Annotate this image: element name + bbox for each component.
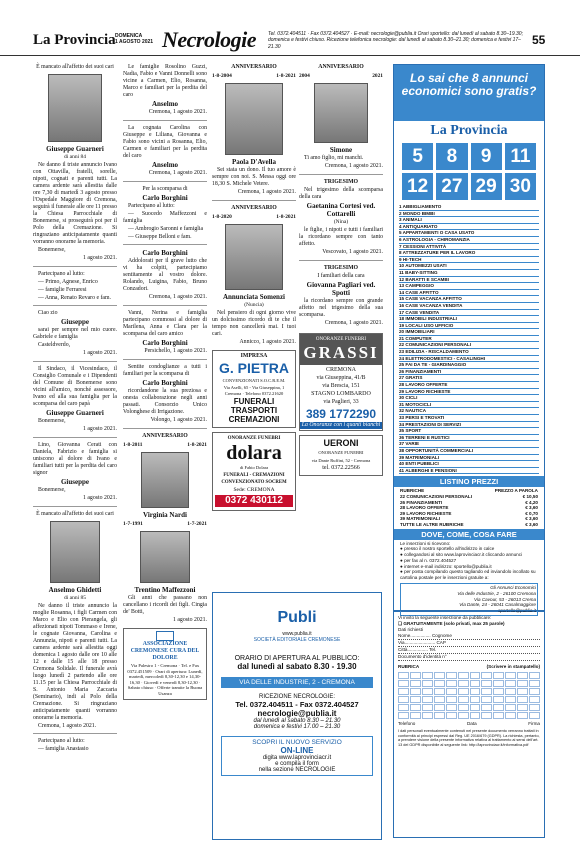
- where-item: ● presso il nostro sportello all'indirizzo in calce: [400, 546, 495, 552]
- ad-text-cell[interactable]: [446, 696, 457, 703]
- ad-text-grid[interactable]: [398, 672, 540, 719]
- ad-text-cell[interactable]: [529, 688, 540, 695]
- pietra-funeral-ad: IMPRESA G. PIETRA CONVENZIONATI S.O.C.R.E.M. Via Aselli, 65 - Via Giuseppina, 1 Cremona · Telefono 0372.21620 FUNERALI TRASPORTI CREMAZIONI: [212, 350, 296, 428]
- portrait-photo: [314, 83, 368, 143]
- rubrica-item: 40 ENTI PUBBLICI: [399, 461, 539, 468]
- portrait-photo: [48, 74, 102, 142]
- ad-text-cell[interactable]: [434, 688, 445, 695]
- ad-text-cell[interactable]: [458, 680, 469, 687]
- rubrica-item: 37 VARIE: [399, 441, 539, 448]
- ad-text-cell[interactable]: [505, 712, 516, 719]
- rubrica-item: 12 BARATTI E SCAMBI: [399, 277, 539, 284]
- ad-text-cell[interactable]: [398, 672, 409, 679]
- rubrica-item: 29 LAVORO RICHIESTE: [399, 389, 539, 396]
- ad-text-cell[interactable]: [493, 680, 504, 687]
- publia-logo: Publi: [277, 609, 317, 626]
- portrait-photo: [225, 224, 283, 290]
- rubrica-item: 13 CAMPEGGIO: [399, 283, 539, 290]
- column-2: Le famiglie Rosolino Guzzi, Nadia, Fabio e Vanni Donnelli sono vicine a Carmen, Elio, Rosanna, Marco e familiari per la perdita del caro Anselmo Cremona, 1 agosto 2021. La cognata Carolina con Giuseppe e Liliana, Giovanna e Fabio sono vicini a Rosanna, Elio, Carmen e familiari per la perdita del caro Anselmo Cremona, 1 agosto 2021. Per la scomparsa di Carlo Borghini Partecipano al lutto: — Suocedo Maffezzoni e famiglia — Ambrogio Saronni e famiglia — Giuseppe Belloni e fam. Carlo Borghini Addolorati per il grave lutto che vi ha colpiti, partecipiamo sentitamente al vostro dolore. Rolando, Luigina, Fabio, Bruno Conzadori. Cremona, 1 agosto 2021. Vanni, Nerina e famiglia partecipano commossi al dolore di Marilena, Anna e Clara per la scomparsa del caro amico Carlo Borghini Persichello, 1 agosto 2021. Sentite condoglianze a tutti i familiari per la scomparsa di Carlo Borghini ricordandone la sua preziosa e onesta collaborazione negli anni passati. Consorzio Unico Volonghese di Irrigazione. Volongo, 1 agosto 2021. ANNIVERSARIO 1-8-2011 1-8-2021 Virginia Nardi 1-7-1991 1-7-2021 Trentino Maffezzoni Gli anni che passano non cancellano i ricordi dei figli. Cingia de' Botti, 1 agosto 2021. ASSOCIAZIONE CREMONESE CURA DEL DOLORE Via Palestro 1 - Cremona · Tel. e Fax 0372.451509 · Orari di apertura: Lunedì, martedì, mercoledì 8,30-12,30 e 14,30-16,30 · Giovedì e venerdì 8,30-12,30 · Sabato chiuso · Offerte tramite la Buona Usanza: [123, 64, 207, 700]
- section-title: Necrologie: [162, 27, 256, 52]
- ad-text-cell[interactable]: [493, 704, 504, 711]
- rubrica-item: 11 BABY-SITTING: [399, 270, 539, 277]
- ad-text-cell[interactable]: [458, 672, 469, 679]
- rubrica-item: 21 COMPUTER: [399, 336, 539, 343]
- rubrica-item: 34 PRESTAZIONI DI SERVIZI: [399, 422, 539, 429]
- ad-text-cell[interactable]: [422, 704, 433, 711]
- rubrica-item: 9 HI-TECH: [399, 257, 539, 264]
- ad-text-cell[interactable]: [422, 672, 433, 679]
- ad-text-cell[interactable]: [517, 680, 528, 687]
- where-info: Le inserzioni si ricevono: ● presso il nostro sportello all'indirizzo in calce ● collegandosi al sito www.laprovinciacr.it cliccando annunci ● per fax al n. 0372.404527 ● internet e-mail indirizzo: sportello@publia.it ● per posta compilando questo tagliando ed inviandolo incollato su cartolina postale per le inserzioni gratuite a: Gli Annunci Economici Via delle Industrie, 2 - 26100 Cremona Via Cavour, 53 - 26013 Crema Via Dante, 24 - 26041 Casalmaggiore sportello@publia.it: [394, 540, 544, 618]
- issue-date: DOMENICA 1 AGOSTO 2021: [115, 33, 154, 45]
- rubrica-item: 18 IMMOBILI INDUSTRIALI: [399, 316, 539, 323]
- ad-text-cell[interactable]: [470, 688, 481, 695]
- rubrica-item: 27 GRATIS: [399, 375, 539, 382]
- rubrica-item: 14 CASE AFFITTO: [399, 290, 539, 297]
- divider: [33, 361, 117, 362]
- divider: [299, 260, 383, 261]
- divider: [33, 437, 117, 438]
- where-item: ● per posta compilando questo tagliando ed inviandolo incollato su cartolina postale per le inserzioni gratuite a:: [400, 569, 536, 581]
- page-header: [0, 0, 580, 56]
- divider: [123, 181, 207, 182]
- rubrica-item: 7 CESSIONI ATTIVITÀ: [399, 244, 539, 251]
- portrait-photo: [140, 531, 190, 583]
- ad-text-cell[interactable]: [505, 696, 516, 703]
- ad-text-cell[interactable]: [410, 712, 421, 719]
- ad-text-cell[interactable]: [505, 680, 516, 687]
- portrait-photo: [225, 83, 283, 155]
- rubrica-item: 20 IMMOBILIARI: [399, 329, 539, 336]
- ad-text-cell[interactable]: [529, 672, 540, 679]
- ad-text-cell[interactable]: [505, 672, 516, 679]
- divider: [33, 305, 117, 306]
- ad-text-cell[interactable]: [410, 696, 421, 703]
- ad-text-cell[interactable]: [458, 712, 469, 719]
- ad-text-cell[interactable]: [398, 704, 409, 711]
- ad-text-cell[interactable]: [493, 696, 504, 703]
- price-list-title: LISTINO PREZZI: [394, 476, 544, 487]
- ad-text-cell[interactable]: [481, 712, 492, 719]
- rubrica-item: 5 APPARTAMENTI O CASA USATO: [399, 230, 539, 237]
- ad-text-cell[interactable]: [529, 680, 540, 687]
- ad-text-cell[interactable]: [505, 704, 516, 711]
- city-field[interactable]: Città................ Tel.: [398, 647, 540, 654]
- grassi-funeral-ad: ONORANZE FUNEBRI GRASSI CREMONA via Giuseppina, 41/B via Brescia, 151 STAGNO LOMBARDO via Paglieri, 33 389 1772290 La Onoranze con i quanti bianchi: [299, 333, 383, 431]
- ad-text-cell[interactable]: [458, 704, 469, 711]
- free-category-number: 5: [402, 143, 433, 170]
- ad-text-cell[interactable]: [481, 680, 492, 687]
- ad-text-cell[interactable]: [481, 696, 492, 703]
- divider: [33, 733, 117, 734]
- rubrica-item: 36 TERRENI E RUSTICI: [399, 435, 539, 442]
- divider: [33, 506, 117, 507]
- rubrica-item: 35 SPORT: [399, 428, 539, 435]
- ad-text-cell[interactable]: [470, 672, 481, 679]
- rubrica-item: 17 CASE VENDITA: [399, 310, 539, 317]
- ad-text-cell[interactable]: [470, 704, 481, 711]
- document-field[interactable]: Documento d'identità n°: [398, 654, 540, 661]
- rubrica-item: 4 ANTIQUARIATO: [399, 224, 539, 231]
- dolara-funeral-ad: ONORANZE FUNEBRI dolara di Fabio Dolara FUNERALI - CREMAZIONI CONVENZIONATO SOCREM Sede: CREMONA 0372 430112: [212, 432, 296, 511]
- ad-text-cell[interactable]: [434, 712, 445, 719]
- rubrica-item: 23 EDILIZIA - RISCALDAMENTO: [399, 349, 539, 356]
- ad-text-cell[interactable]: [434, 680, 445, 687]
- rubrica-item: 28 LAVORO OFFERTE: [399, 382, 539, 389]
- ad-text-cell[interactable]: [517, 688, 528, 695]
- rubrica-item: 41 ALBERGHI E PENSIONI: [399, 468, 539, 475]
- ad-text-cell[interactable]: [493, 688, 504, 695]
- ad-text-cell[interactable]: [481, 672, 492, 679]
- ad-text-cell[interactable]: [422, 696, 433, 703]
- ad-text-cell[interactable]: [398, 688, 409, 695]
- where-item: ● per fax al n. 0372.404527: [400, 557, 457, 563]
- classifieds-panel: [393, 64, 545, 612]
- ad-text-cell[interactable]: [517, 672, 528, 679]
- price-row: 28 LAVORO OFFERTE € 3,60: [400, 505, 538, 511]
- where-title: DOVE, COME, COSA FARE: [394, 529, 544, 540]
- ad-text-cell[interactable]: [422, 712, 433, 719]
- ad-text-cell[interactable]: [446, 704, 457, 711]
- free-category-number: 11: [505, 143, 536, 170]
- where-item: ● internet e-mail indirizzo: sportello@publia.it: [400, 563, 492, 569]
- ad-text-cell[interactable]: [398, 680, 409, 687]
- rubrica-item: 31 MOTOCICLI: [399, 402, 539, 409]
- divider: [212, 200, 296, 201]
- ad-text-cell[interactable]: [434, 704, 445, 711]
- rubrica-item: 38 OPPORTUNITÀ COMMERCIALI: [399, 448, 539, 455]
- ad-text-cell[interactable]: [470, 696, 481, 703]
- classified-order-form: Vi invito la seguente inserzione da pubblicare: ❑ GRATUITAMENTE (solo privati, max 25 parole) Dati richiesti Nome................ Cognome Via........................ CAP Città................ Tel. Documento d'identità n° RUBRICA (Scrivere in stampatello) Telefono Data Firma I dati personali eventualmente contenuti nel presente documento verranno trattati in conformità ai principi espressi dal Reg. UE 2016/679 (GDPR). La richiesta, pertanto, a prendere visione della presente informativa relativa al trattamento ai sensi dell'art. 13 del GDPR disponibile al seguente link: http://laprovinciacr.it/informativa.pdf: [393, 610, 545, 838]
- ad-text-cell[interactable]: [493, 672, 504, 679]
- rubrica-item: 10 AUTOMEZZI USATI: [399, 263, 539, 270]
- publia-ad: Publi www.publia.it SOCIETÀ EDITORIALE CREMONESE ORARIO DI APERTURA AL PUBBLICO: dal lunedì al sabato 8.30 - 19.30 VIA DELLE INDUSTRIE, 2 - CREMONA RICEZIONE NECROLOGIE: Tel. 0372.404511 - Fax 0372.404527 necrologie@publia.it dal lunedì al sabato 8.30 – 21.30 domenica e festivi 17.00 – 21.30 SCOPRI IL NUOVO SERVIZIO ON-LINE digita www.laprovinciacr.it e compila il form nella sezione NECROLOGIE: [212, 592, 382, 840]
- where-item: ● collegandosi al sito www.laprovinciacr.it cliccando annunci: [400, 552, 523, 558]
- free-category-number: 9: [471, 143, 502, 170]
- price-row: 39 MATRIMONIALI € 3,60: [400, 516, 538, 522]
- divider: [123, 244, 207, 245]
- rubrica-item: 2 MONDO BIMBI: [399, 211, 539, 218]
- divider: [33, 266, 117, 267]
- ad-text-cell[interactable]: [517, 704, 528, 711]
- ad-text-cell[interactable]: [422, 688, 433, 695]
- header-contact-info: Tel. 0372.404511 · Fax 0372.404527 · E-mail: necrologie@publia.it Orari sportello: dal lunedì al sabato 8.30–19.30; domenica e festivi chiuso. Ricezione telefonica necrologie: dal lunedì al sabato 8.30–21.30; domenica e festivi 17–21.30: [268, 31, 523, 50]
- classifieds-headline: Lo sai che 8 annunci economici sono gratis?: [394, 65, 544, 121]
- rubrica-item: 6 ASTROLOGIA - CHIROMANZIA: [399, 237, 539, 244]
- deceased-name: Giuseppe Guarneri: [46, 145, 104, 153]
- rubrica-item: 26 FINANZIAMENTI: [399, 369, 539, 376]
- divider: [123, 305, 207, 306]
- ad-text-cell[interactable]: [446, 688, 457, 695]
- column-4: ANNIVERSARIO 2004 2021 Simone Ti amo figlio, mi manchi. Cremona, 1 agosto 2021. TRIGESIMO Nel trigesimo della scomparsa della cara Gaetanina Cortesi ved. Cottarelli (Nina) le figlie, i nipoti e tutti i familiari la ricordano sempre con tanto affetto. Vescovato, 1 agosto 2021. TRIGESIMO I familiari della cara Giovanna Pagliari ved. Spotti la ricordano sempre con grande affetto nel trigesimo della sua scomparsa. Cremona, 1 agosto 2021. ONORANZE FUNEBRI GRASSI CREMONA via Giuseppina, 41/B via Brescia, 151 STAGNO LOMBARDO via Paglieri, 33 389 1772290 La Onoranze con i quanti bianchi UERONI ONORANZE FUNEBRI via Dante Ruffini, 52 - Cremona tel. 0372.22566: [299, 64, 383, 476]
- price-row: 26 FINANZIAMENTI € 4,20: [400, 499, 538, 505]
- publia-website-link[interactable]: digita www.laprovinciacr.it: [262, 755, 332, 761]
- rubriche-list: [394, 204, 544, 474]
- ad-text-cell[interactable]: [529, 696, 540, 703]
- association-ad: ASSOCIAZIONE CREMONESE CURA DEL DOLORE Via Palestro 1 - Cremona · Tel. e Fax 0372.451509 · Orari di apertura: Lunedì, martedì, mercoledì 8,30-12,30 e 14,30-16,30 · Giovedì e venerdì 8,30-12,30 · Sabato chiuso · Offerte tramite la Buona Usanza: [123, 628, 207, 700]
- page-number: 55: [532, 33, 546, 47]
- free-option-checkbox[interactable]: ❑ GRATUITAMENTE (solo privati, max 25 parole): [398, 621, 505, 626]
- rubrica-item: 32 NAUTICA: [399, 408, 539, 415]
- newspaper-logo: La Provincia: [33, 32, 116, 48]
- divider: [299, 174, 383, 175]
- ad-text-cell[interactable]: [517, 712, 528, 719]
- name-field[interactable]: Nome................ Cognome: [398, 633, 540, 640]
- ad-text-cell[interactable]: [470, 712, 481, 719]
- rubrica-item: 1 ABBIGLIAMENTO: [399, 204, 539, 211]
- acd-logo-icon: [156, 631, 174, 641]
- ad-text-cell[interactable]: [398, 712, 409, 719]
- price-row: TUTTE LE ALTRE RUBRICHE € 3,60: [400, 521, 538, 527]
- ad-text-cell[interactable]: [422, 680, 433, 687]
- divider: [123, 428, 207, 429]
- rubrica-item: 8 ATTREZZATURE PER IL LAVORO: [399, 250, 539, 257]
- ad-text-cell[interactable]: [529, 704, 540, 711]
- rubrica-item: 30 CICLI: [399, 395, 539, 402]
- rubrica-item: 25 FAI DA TE - GIARDINAGGIO: [399, 362, 539, 369]
- rubrica-item: 16 CASE VACANZA VENDITA: [399, 303, 539, 310]
- divider: [123, 359, 207, 360]
- ad-text-cell[interactable]: [481, 704, 492, 711]
- ad-text-cell[interactable]: [398, 696, 409, 703]
- free-categories-grid: [394, 139, 544, 204]
- free-category-number: 8: [436, 143, 467, 170]
- divider: [123, 120, 207, 121]
- portrait-photo: [141, 452, 189, 508]
- free-category-number: 27: [436, 173, 467, 200]
- deceased-name: Anselmo Ghidetti: [48, 586, 102, 594]
- address-field[interactable]: Via........................ CAP: [398, 640, 540, 647]
- ad-text-cell[interactable]: [410, 688, 421, 695]
- free-category-number: 30: [505, 173, 536, 200]
- rubrica-item: 3 ANIMALI: [399, 217, 539, 224]
- ad-text-cell[interactable]: [481, 688, 492, 695]
- rubrica-item: 22 COMUNICAZIONI PERSONALI: [399, 342, 539, 349]
- ueroni-funeral-ad: UERONI ONORANZE FUNEBRI via Dante Ruffini, 52 - Cremona tel. 0372.22566: [299, 435, 383, 476]
- paper-logo: La Provincia: [430, 123, 508, 138]
- free-category-number: 29: [471, 173, 502, 200]
- ad-text-cell[interactable]: [446, 712, 457, 719]
- rubrica-item: 15 CASE VACANZA AFFITTO: [399, 296, 539, 303]
- ad-text-cell[interactable]: [470, 680, 481, 687]
- free-category-number: 12: [402, 173, 433, 200]
- portrait-photo: [50, 521, 100, 583]
- column-3: ANNIVERSARIO 1-8-2004 1-8-2021 Paola D'Avella Sei stata un dono. Il tuo amore è sempre con noi. S. Messa oggi ore 18,30 S. Michele Vetere. Cremona, 1 agosto 2021. ANNIVERSARIO 1-8-2020 1-8-2021 Annunciata Somenzi (Nuncia) Nel pensiero di ogni giorno vive un dolcissimo ricordo di te che il tempo non cancellerà mai. I tuoi cari. Annicco, 1 agosto 2021. IMPRESA G. PIETRA CONVENZIONATI S.O.C.R.E.M. Via Aselli, 65 - Via Giuseppina, 1 Cremona · Telefono 0372.21620 FUNERALI TRASPORTI CREMAZIONI ONORANZE FUNEBRI dolara di Fabio Dolara FUNERALI - CREMAZIONI CONVENZIONATO SOCREM Sede: CREMONA 0372 430112: [212, 64, 296, 511]
- ad-text-cell[interactable]: [446, 672, 457, 679]
- rubrica-item: 19 LOCALI USO UFFICIO: [399, 323, 539, 330]
- ad-text-cell[interactable]: [458, 696, 469, 703]
- ad-text-cell[interactable]: [529, 712, 540, 719]
- ad-text-cell[interactable]: [446, 680, 457, 687]
- ad-text-cell[interactable]: [434, 696, 445, 703]
- ad-text-cell[interactable]: [517, 696, 528, 703]
- rubrica-item: 33 PERSI E TROVATI: [399, 415, 539, 422]
- price-row: 29 LAVORO RICHIESTE € 0,70: [400, 510, 538, 516]
- price-table: RUBRICHE PREZZO A PAROLA 22 COMUNICAZIONI PERSONALI € 10,50 26 FINANZIAMENTI € 4,20 28 LAVORO OFFERTE € 3,60 29 LAVORO RICHIESTE € 0,70 39 MATRIMONIALI € 3,60 TUTTE LE ALTRE RUBRICHE € 3,60: [400, 488, 538, 527]
- ad-text-cell[interactable]: [458, 688, 469, 695]
- rubrica-item: 24 ELETTRODOMESTICI - CASALINGHI: [399, 356, 539, 363]
- ad-text-cell[interactable]: [410, 680, 421, 687]
- ad-text-cell[interactable]: [434, 672, 445, 679]
- ad-text-cell[interactable]: [410, 704, 421, 711]
- ad-text-cell[interactable]: [505, 688, 516, 695]
- price-row: 22 COMUNICAZIONI PERSONALI € 10,50: [400, 493, 538, 499]
- ad-text-cell[interactable]: [410, 672, 421, 679]
- rubrica-item: 39 MATRIMONIALI: [399, 455, 539, 462]
- column-1: È mancato all'affetto dei suoi cari Giuseppe Guarneri di anni 84 Ne danno il triste annuncio Ivano con Ottavilla, fratelli, sorelle, nipoti, cognati e parenti tutti. La camera ardente sarà allestita dalle ore 7,30 di martedì 3 agosto presso l'Ospedale Maggiore di Cremona, seguirà il funerale alle ore 11 presso la Chiesa Parrocchiale di Bonemerse, si proseguirà poi per il Polo della Cremazione. Si ringraziano anticipatamente quanti vorranno onorarne la memoria. Bonemerse, 1 agosto 2021. Partecipano al lutto: — Primo, Agnese, Enrico — famiglie Ferraresi — Anna, Renato Revaro e fam. Ciao zio Giuseppe sarai per sempre nel mio cuore. Gabriele e famiglia Casteldverdo, 1 agosto 2021. Il Sindaco, il Vicesindaco, il Consiglio Comunale e i Dipendenti del Comune di Bonemerse sono vicini all'amico, nonché assessore, Ivano ed alla sua famiglia per la scomparsa del caro papà Giuseppe Guarneri Bonemerse, 1 agosto 2021. Lino, Giovanna Cerati con Daniela, Fabrizio e famiglia si uniscono al dolore di Ivano e familiari tutti per la perdita del caro signor Giuseppe Bonemerse, 1 agosto 2021. È mancato all'affetto dei suoi cari Anselmo Ghidetti di anni 85 Ne danno il triste annuncio la moglie Rosanna, i figli Carmen con Marco e Elio con Pierangela, gli affezionati nipoti Tommaso e Irene, le cognate Giovanna, Carolina e Annunzia, nipoti e parenti tutti. La camera ardente sarà allestita oggi domenica 1 agosto dalle ore 10 alle 12 e dalle 15 alle 18 presso Cremona Solidale. Il funerale avrà luogo lunedì 2 partendo alle ore 11.15 per la Chiesa Parrocchiale di S. Antonio Maria Zaccaria (Seminario), indi al Polo della Cremazione. Si ringraziano anticipatamente quanti vorranno onorarne la memoria. Cremona, 1 agosto 2021. Partecipano al lutto: — famiglia Anastasio: [33, 64, 117, 752]
- ad-text-cell[interactable]: [493, 712, 504, 719]
